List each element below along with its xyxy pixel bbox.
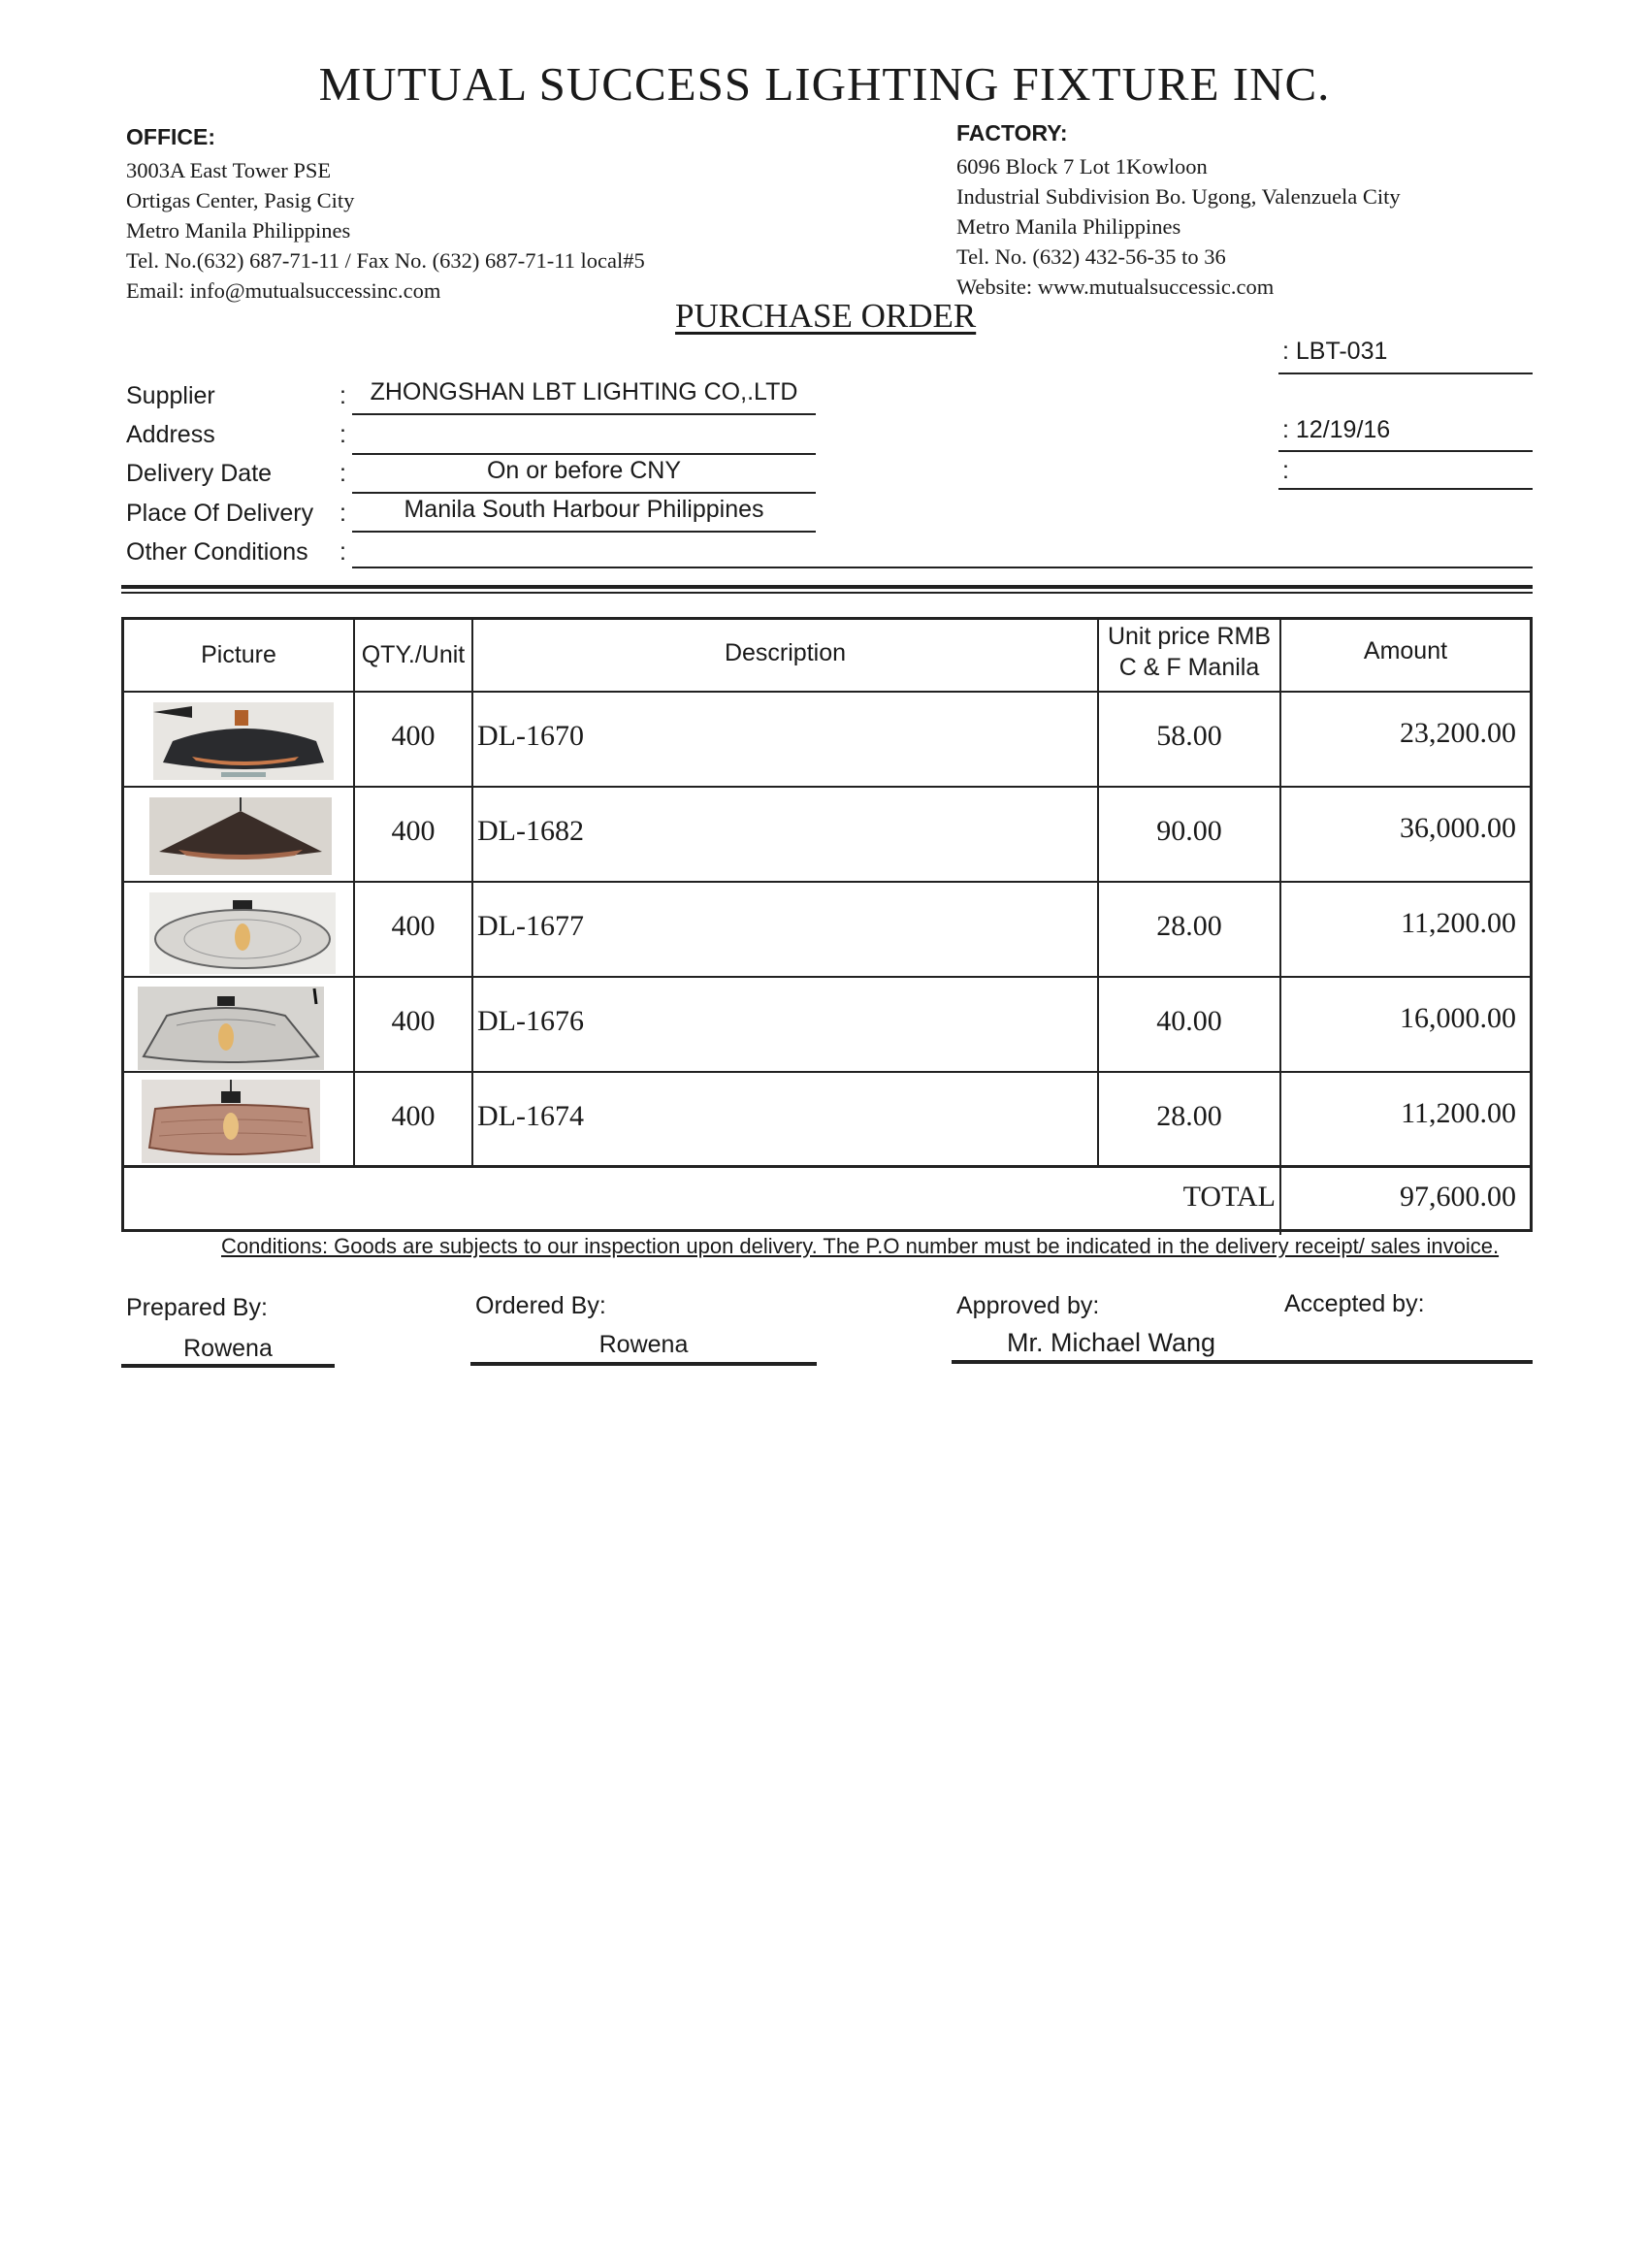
po-number: : LBT-031 xyxy=(1282,338,1388,365)
blank-ref: : xyxy=(1282,457,1289,484)
header-unit-price-line2: C & F Manila xyxy=(1118,654,1260,681)
row-qty: 400 xyxy=(391,815,436,847)
row-description: DL-1682 xyxy=(477,815,584,847)
row-description: DL-1674 xyxy=(477,1100,584,1132)
row-description: DL-1677 xyxy=(477,910,584,942)
ordered-by-line xyxy=(470,1362,817,1366)
header-amount: Amount xyxy=(1363,637,1448,664)
header-qty: QTY./Unit xyxy=(361,641,466,668)
supplier-line xyxy=(352,413,816,415)
separator-rule-thin xyxy=(121,592,1533,594)
other-conditions-line xyxy=(352,567,1533,568)
po-number-line xyxy=(1278,373,1533,374)
supplier-value: ZHONGSHAN LBT LIGHTING CO,.LTD xyxy=(370,378,798,405)
factory-line: Industrial Subdivision Bo. Ugong, Valenzuela City xyxy=(956,184,1401,209)
row-qty: 400 xyxy=(391,720,436,752)
factory-address xyxy=(956,151,1401,302)
ordered-by-label: Ordered By: xyxy=(475,1292,606,1319)
factory-line: Tel. No. (632) 432-56-35 to 36 xyxy=(956,244,1226,269)
blank-ref-line xyxy=(1278,488,1533,490)
row-divider xyxy=(124,691,1530,693)
delivery-date-label: Delivery Date xyxy=(126,460,273,487)
delivery-date-colon: : xyxy=(340,460,346,487)
document-title: PURCHASE ORDER xyxy=(675,297,977,335)
office-line: Tel. No.(632) 687-71-11 / Fax No. (632) 687-71-11 local#5 xyxy=(126,248,645,273)
approved-by-name: Mr. Michael Wang xyxy=(1007,1328,1216,1357)
address-label: Address xyxy=(126,421,215,448)
factory-line: Website: www.mutualsuccessic.com xyxy=(956,275,1275,299)
address-colon: : xyxy=(340,421,346,448)
row-unit-price: 90.00 xyxy=(1156,815,1222,847)
other-conditions-label: Other Conditions xyxy=(126,538,308,566)
prepared-by-label: Prepared By: xyxy=(126,1294,268,1321)
copper-mesh-pendant-lamp-icon xyxy=(142,1080,320,1163)
row-description: DL-1670 xyxy=(477,720,584,752)
row-divider xyxy=(124,881,1530,883)
po-date: : 12/19/16 xyxy=(1282,416,1391,443)
row-divider xyxy=(124,786,1530,788)
approved-by-label: Approved by: xyxy=(956,1292,1100,1319)
place-of-delivery-line xyxy=(352,531,816,533)
row-amount: 11,200.00 xyxy=(1401,907,1516,939)
office-line: Ortigas Center, Pasig City xyxy=(126,188,355,212)
place-of-delivery-colon: : xyxy=(340,500,346,527)
delivery-date-line xyxy=(352,492,816,494)
factory-line: 6096 Block 7 Lot 1Kowloon xyxy=(956,154,1208,178)
col-divider xyxy=(471,620,473,1167)
separator-rule xyxy=(121,585,1533,589)
row-divider xyxy=(124,976,1530,978)
row-amount: 11,200.00 xyxy=(1401,1097,1516,1129)
header-unit-price-line1: Unit price RMB xyxy=(1107,623,1272,650)
office-line: Email: info@mutualsuccessinc.com xyxy=(126,278,441,303)
row-unit-price: 28.00 xyxy=(1156,1100,1222,1132)
place-of-delivery-value: Manila South Harbour Philippines xyxy=(404,496,764,523)
supplier-label: Supplier xyxy=(126,382,215,409)
conditions-note: Conditions: Goods are subjects to our inspection upon delivery. The P.O number must be indicated in the delivery receipt/ sales invoice. xyxy=(221,1234,1500,1258)
row-divider xyxy=(124,1165,1530,1168)
col-divider xyxy=(1097,620,1099,1167)
office-line: 3003A East Tower PSE xyxy=(126,158,332,182)
row-qty: 400 xyxy=(391,1005,436,1037)
company-name: MUTUAL SUCCESS LIGHTING FIXTURE INC. xyxy=(318,57,1331,111)
row-unit-price: 40.00 xyxy=(1156,1005,1222,1037)
row-qty: 400 xyxy=(391,910,436,942)
office-label: OFFICE: xyxy=(126,124,215,149)
header-description: Description xyxy=(724,639,847,666)
row-unit-price: 58.00 xyxy=(1156,720,1222,752)
row-qty: 400 xyxy=(391,1100,436,1132)
total-label: TOTAL xyxy=(1182,1181,1276,1213)
factory-line: Metro Manila Philippines xyxy=(956,214,1181,239)
row-divider xyxy=(124,1071,1530,1073)
delivery-date-value: On or before CNY xyxy=(486,457,682,484)
ordered-by-name: Rowena xyxy=(598,1331,689,1358)
place-of-delivery-label: Place Of Delivery xyxy=(126,500,314,527)
row-amount: 23,200.00 xyxy=(1400,717,1516,749)
cone-pendant-lamp-icon xyxy=(149,797,332,875)
row-description: DL-1676 xyxy=(477,1005,584,1037)
prepared-by-name: Rowena xyxy=(183,1335,273,1362)
approved-accepted-line xyxy=(952,1360,1533,1364)
supplier-colon: : xyxy=(340,382,346,409)
office-line: Metro Manila Philippines xyxy=(126,218,351,243)
office-address xyxy=(126,155,645,306)
prepared-by-line xyxy=(121,1364,335,1368)
row-unit-price: 28.00 xyxy=(1156,910,1222,942)
accepted-by-label: Accepted by: xyxy=(1284,1290,1425,1317)
row-amount: 16,000.00 xyxy=(1400,1002,1516,1034)
factory-label: FACTORY: xyxy=(956,120,1068,146)
row-amount: 36,000.00 xyxy=(1400,812,1516,844)
dark-dome-pendant-lamp-icon xyxy=(153,702,334,780)
other-conditions-colon: : xyxy=(340,538,346,566)
header-unit-price xyxy=(1099,623,1279,682)
order-table xyxy=(121,617,1533,1232)
mesh-bell-pendant-lamp-icon xyxy=(138,987,324,1070)
header-picture: Picture xyxy=(201,641,276,668)
po-date-line xyxy=(1278,450,1533,452)
total-amount: 97,600.00 xyxy=(1400,1181,1516,1213)
address-line xyxy=(352,453,816,455)
mesh-oval-pendant-lamp-icon xyxy=(149,892,336,974)
col-divider xyxy=(353,620,355,1167)
